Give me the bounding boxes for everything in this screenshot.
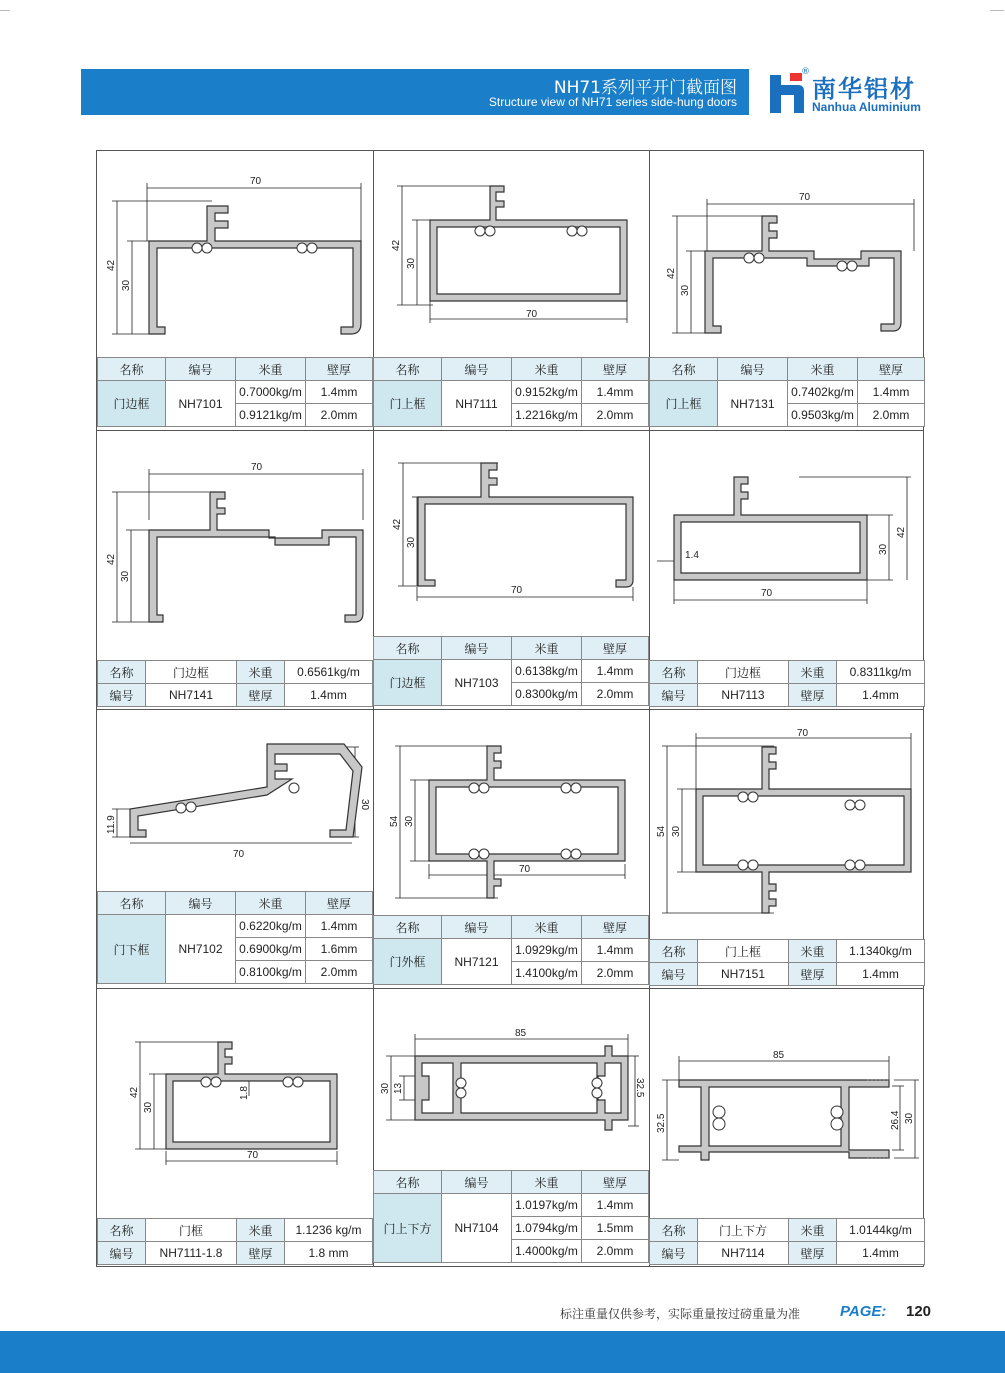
profile-drawing [373, 430, 649, 636]
dim-height: 30 [359, 799, 370, 811]
dim-height: 42 [666, 267, 677, 279]
weight-value: 0.9503kg/m [788, 404, 858, 427]
profile-drawing [649, 430, 925, 660]
label-thickness: 壁厚 [306, 892, 373, 915]
weight-value: 1.0197kg/m [512, 1194, 582, 1217]
label-weight: 米重 [236, 358, 306, 381]
dim-height: 42 [896, 526, 907, 538]
page-label: PAGE: [840, 1303, 887, 1320]
weight-value: 0.6561kg/m [285, 661, 373, 684]
thickness-value: 1.4mm [837, 1242, 925, 1265]
label-name: 名称 [650, 358, 718, 381]
profile-drawing [97, 709, 373, 891]
profile-drawing [97, 430, 373, 660]
label-name: 名称 [374, 916, 442, 939]
profile-nh7102 [97, 709, 373, 988]
dim-height: 30 [380, 1082, 391, 1094]
spec-table [97, 891, 373, 984]
crop-mark-top-left [0, 10, 10, 25]
thickness-value: 1.4mm [306, 915, 373, 938]
profile-drawing [373, 988, 649, 1170]
profile-nh7141 [97, 430, 373, 709]
thickness-value: 1.8 mm [285, 1242, 373, 1265]
spec-table [649, 660, 925, 707]
spec-table [649, 1218, 925, 1265]
profile-name: 门边框 [146, 661, 237, 684]
weight-value: 0.6900kg/m [236, 938, 306, 961]
profile-name: 门上下方 [698, 1219, 789, 1242]
dim-height-inner: 30 [406, 536, 417, 548]
thickness-value: 1.6mm [306, 938, 373, 961]
profile-name: 门上框 [374, 381, 442, 427]
dim-height-inner: 30 [680, 284, 691, 296]
weight-value: 0.6138kg/m [512, 660, 582, 683]
label-thickness: 壁厚 [306, 358, 373, 381]
dim-width: 70 [799, 192, 811, 203]
label-weight: 米重 [512, 1171, 582, 1194]
profile-name: 门上下方 [374, 1194, 442, 1263]
dim-width: 70 [519, 864, 531, 875]
weight-value: 1.1340kg/m [837, 940, 925, 963]
profile-drawing [649, 988, 925, 1218]
profile-name: 门边框 [698, 661, 789, 684]
thickness-value: 2.0mm [306, 404, 373, 427]
brand-name-cn: 南华铝材 [812, 75, 916, 103]
profile-code: NH7141 [146, 684, 237, 707]
label-name: 名称 [98, 358, 166, 381]
brand-name-en: Nanhua Aluminium [812, 100, 921, 114]
profile-code: NH7111 [442, 381, 512, 427]
label-weight: 米重 [788, 358, 858, 381]
weight-value: 1.1236 kg/m [285, 1219, 373, 1242]
weight-value: 1.0794kg/m [512, 1217, 582, 1240]
label-name: 名称 [98, 661, 146, 684]
label-thickness: 壁厚 [582, 358, 649, 381]
label-weight: 米重 [512, 637, 582, 660]
profile-nh7111-1-8 [97, 988, 373, 1267]
label-thickness: 壁厚 [789, 1242, 837, 1265]
label-name: 名称 [650, 1219, 698, 1242]
weight-value: 0.8311kg/m [837, 661, 925, 684]
profile-code: NH7103 [442, 660, 512, 706]
label-weight: 米重 [237, 1219, 285, 1242]
profile-code: NH7111-1.8 [146, 1242, 237, 1265]
profile-name: 门上框 [650, 381, 718, 427]
dim-height: 42 [391, 239, 402, 251]
profile-nh7111 [373, 151, 649, 430]
profile-name: 门框 [146, 1219, 237, 1242]
thickness-value: 2.0mm [306, 961, 373, 984]
profile-drawing [97, 988, 373, 1218]
thickness-value: 2.0mm [582, 1240, 649, 1263]
spec-table [649, 939, 925, 986]
spec-table [97, 660, 373, 707]
weight-value: 1.0144kg/m [837, 1219, 925, 1242]
label-weight: 米重 [237, 661, 285, 684]
weight-value: 0.6220kg/m [236, 915, 306, 938]
thickness-value: 1.4mm [837, 684, 925, 707]
label-code: 编号 [166, 358, 236, 381]
profile-name: 门外框 [374, 939, 442, 985]
dim-wall: 1.4 [685, 550, 699, 561]
profile-nh7121 [373, 709, 649, 988]
dim-height-inner: 11.9 [106, 815, 117, 834]
thickness-value: 2.0mm [582, 962, 649, 985]
label-thickness: 壁厚 [789, 963, 837, 986]
dim-width: 85 [773, 1050, 785, 1061]
profile-code: NH7101 [166, 381, 236, 427]
registered-mark: ® [801, 67, 810, 77]
thickness-value: 1.4mm [858, 381, 925, 404]
dim-height-inner: 30 [120, 570, 131, 582]
profile-code: NH7104 [442, 1194, 512, 1263]
profile-name: 门边框 [98, 381, 166, 427]
dim-height-inner: 30 [406, 257, 417, 269]
dim-height-inner: 30 [671, 825, 682, 837]
thickness-value: 1.4mm [582, 660, 649, 683]
profile-code: NH7151 [698, 963, 789, 986]
profile-drawing [97, 151, 373, 357]
label-code: 编号 [442, 1171, 512, 1194]
page-title: NH71系列平开门截面图 [553, 78, 737, 98]
profile-nh7151 [649, 709, 925, 988]
dim-width: 70 [233, 849, 245, 860]
profile-nh7113 [649, 430, 925, 709]
dim-height-inner: 30 [121, 279, 132, 291]
thickness-value: 2.0mm [582, 404, 649, 427]
profile-grid [96, 150, 924, 1267]
profile-code: NH7102 [166, 915, 236, 984]
label-name: 名称 [650, 940, 698, 963]
label-weight: 米重 [236, 892, 306, 915]
profile-drawing [373, 151, 649, 357]
thickness-value: 1.4mm [285, 684, 373, 707]
thickness-value: 2.0mm [858, 404, 925, 427]
dim-height-inner: 26.4 [890, 1110, 901, 1130]
label-thickness: 壁厚 [582, 1171, 649, 1194]
dim-width: 70 [251, 462, 263, 473]
dim-width: 70 [526, 309, 538, 320]
weight-value: 0.8100kg/m [236, 961, 306, 984]
dim-height-inner: 30 [404, 815, 415, 827]
profile-code: NH7131 [718, 381, 788, 427]
dim-height: 54 [656, 825, 667, 837]
weight-value: 1.4100kg/m [512, 962, 582, 985]
label-weight: 米重 [789, 1219, 837, 1242]
page-number: 120 [906, 1303, 932, 1320]
label-name: 名称 [374, 1171, 442, 1194]
weight-value: 0.9152kg/m [512, 381, 582, 404]
label-name: 名称 [374, 358, 442, 381]
profile-code: NH7113 [698, 684, 789, 707]
profile-code: NH7121 [442, 939, 512, 985]
spec-table [97, 1218, 373, 1265]
profile-nh7103 [373, 430, 649, 709]
thickness-value: 2.0mm [582, 683, 649, 706]
label-code: 编号 [650, 1242, 698, 1265]
header-banner [81, 69, 749, 115]
dim-width: 70 [250, 176, 262, 187]
thickness-value: 1.4mm [582, 939, 649, 962]
dim-height-outer: 32.5 [634, 1078, 645, 1098]
dim-height-inner: 30 [143, 1101, 154, 1113]
profile-name: 门边框 [374, 660, 442, 706]
label-weight: 米重 [512, 916, 582, 939]
dim-wall: 1.8 [239, 1086, 250, 1100]
label-thickness: 壁厚 [582, 637, 649, 660]
label-code: 编号 [650, 963, 698, 986]
weight-value: 0.7000kg/m [236, 381, 306, 404]
weight-value: 1.0929kg/m [512, 939, 582, 962]
label-weight: 米重 [789, 661, 837, 684]
label-code: 编号 [442, 358, 512, 381]
dim-height: 42 [392, 518, 403, 530]
spec-table [649, 357, 925, 427]
dim-width: 70 [511, 585, 523, 596]
profile-drawing [649, 709, 925, 939]
profile-name: 门上框 [698, 940, 789, 963]
spec-table [373, 357, 649, 427]
spec-table [373, 1170, 649, 1263]
profile-drawing [649, 151, 925, 357]
dim-height-inner: 13 [393, 1082, 404, 1094]
page-subtitle: Structure view of NH71 series side-hung doors [488, 95, 737, 109]
dim-height-inner: 30 [878, 543, 889, 555]
label-code: 编号 [98, 1242, 146, 1265]
label-name: 名称 [98, 1219, 146, 1242]
label-thickness: 壁厚 [858, 358, 925, 381]
label-thickness: 壁厚 [237, 1242, 285, 1265]
dim-width: 85 [515, 1028, 527, 1039]
label-thickness: 壁厚 [237, 684, 285, 707]
weight-disclaimer: 标注重量仅供参考，实际重量按过磅重量为准 [560, 1307, 801, 1321]
dim-height-outer: 30 [904, 1112, 915, 1124]
spec-table [97, 357, 373, 427]
weight-value: 1.4000kg/m [512, 1240, 582, 1263]
thickness-value: 1.4mm [582, 381, 649, 404]
label-weight: 米重 [512, 358, 582, 381]
dim-height: 42 [106, 553, 117, 565]
footer-banner [0, 1331, 1005, 1373]
profile-drawing [373, 709, 649, 915]
profile-name: 门下框 [98, 915, 166, 984]
dim-height: 42 [129, 1086, 140, 1098]
dim-height: 54 [389, 815, 400, 827]
profile-nh7104 [373, 988, 649, 1267]
dim-width: 70 [797, 728, 809, 739]
thickness-value: 1.4mm [837, 963, 925, 986]
profile-code: NH7114 [698, 1242, 789, 1265]
label-code: 编号 [166, 892, 236, 915]
weight-value: 0.9121kg/m [236, 404, 306, 427]
thickness-value: 1.4mm [306, 381, 373, 404]
spec-table [373, 915, 649, 985]
thickness-value: 1.4mm [582, 1194, 649, 1217]
profile-nh7101 [97, 151, 373, 430]
label-thickness: 壁厚 [582, 916, 649, 939]
spec-table [373, 636, 649, 706]
label-code: 编号 [718, 358, 788, 381]
weight-value: 1.2216kg/m [512, 404, 582, 427]
label-code: 编号 [98, 684, 146, 707]
dim-height: 32.5 [656, 1113, 667, 1133]
profile-nh7131 [649, 151, 925, 430]
label-weight: 米重 [789, 940, 837, 963]
dim-height: 42 [106, 259, 117, 271]
dim-width: 70 [761, 588, 773, 599]
profile-nh7114 [649, 988, 925, 1267]
label-name: 名称 [374, 637, 442, 660]
weight-value: 0.8300kg/m [512, 683, 582, 706]
label-name: 名称 [98, 892, 166, 915]
brand-logo [768, 69, 943, 115]
label-code: 编号 [442, 637, 512, 660]
label-name: 名称 [650, 661, 698, 684]
label-thickness: 壁厚 [789, 684, 837, 707]
crop-mark-top-right [990, 10, 1004, 25]
thickness-value: 1.5mm [582, 1217, 649, 1240]
label-code: 编号 [650, 684, 698, 707]
dim-width: 70 [247, 1150, 259, 1161]
weight-value: 0.7402kg/m [788, 381, 858, 404]
label-code: 编号 [442, 916, 512, 939]
